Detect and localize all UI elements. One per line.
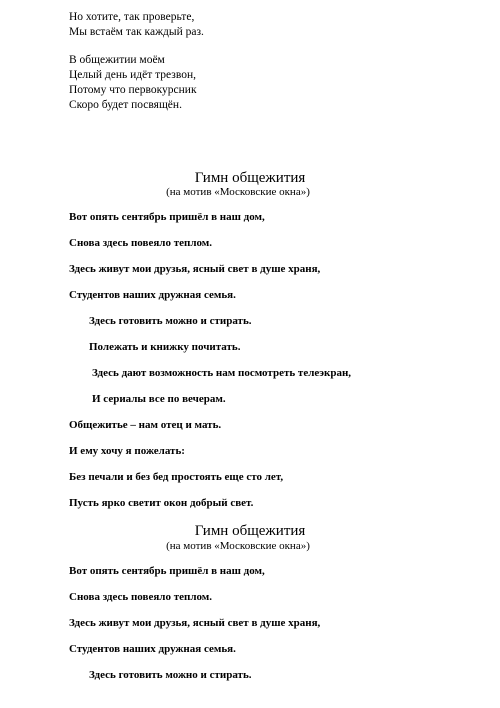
hymn-line: Вот опять сентябрь пришёл в наш дом,	[69, 565, 265, 577]
hymn-line: Здесь готовить можно и стирать.	[89, 315, 252, 327]
poem-line: Скоро будет посвящён.	[69, 99, 182, 111]
poem-line: Целый день идёт трезвон,	[69, 69, 196, 81]
hymn-line: Без печали и без бед простоять еще сто лет,	[69, 471, 284, 483]
hymn-line: Здесь дают возможность нам посмотреть телеэкран,	[92, 367, 352, 379]
hymn-subtitle: (на мотив «Московские окна»)	[166, 186, 310, 198]
hymn-line: Пусть ярко светит окон добрый свет.	[69, 497, 254, 509]
hymn-line: Полежать и книжку почитать.	[89, 341, 241, 353]
hymn-title: Гимн общежития	[194, 523, 306, 539]
hymn-line: Общежитье – нам отец и мать.	[69, 419, 222, 431]
poem-line: Но хотите, так проверьте,	[69, 11, 195, 23]
hymn-title: Гимн общежития	[194, 170, 306, 186]
hymn-line: Здесь живут мои друзья, ясный свет в душе храня,	[69, 263, 321, 275]
hymn-line: И сериалы все по вечерам.	[92, 393, 226, 405]
hymn-line: И ему хочу я пожелать:	[69, 445, 185, 457]
poem-line: Мы встаём так каждый раз.	[69, 26, 204, 38]
hymn-line: Здесь живут мои друзья, ясный свет в душе храня,	[69, 617, 321, 629]
hymn-line: Здесь готовить можно и стирать.	[89, 669, 252, 681]
hymn-line: Вот опять сентябрь пришёл в наш дом,	[69, 211, 265, 223]
hymn-line: Студентов наших дружная семья.	[69, 289, 236, 301]
hymn-line: Снова здесь повеяло теплом.	[69, 591, 213, 603]
hymn-subtitle: (на мотив «Московские окна»)	[166, 540, 310, 552]
hymn-line: Студентов наших дружная семья.	[69, 643, 236, 655]
poem-line: Потому что первокурсник	[69, 84, 197, 96]
poem-line: В общежитии моём	[69, 54, 165, 66]
hymn-line: Снова здесь повеяло теплом.	[69, 237, 213, 249]
